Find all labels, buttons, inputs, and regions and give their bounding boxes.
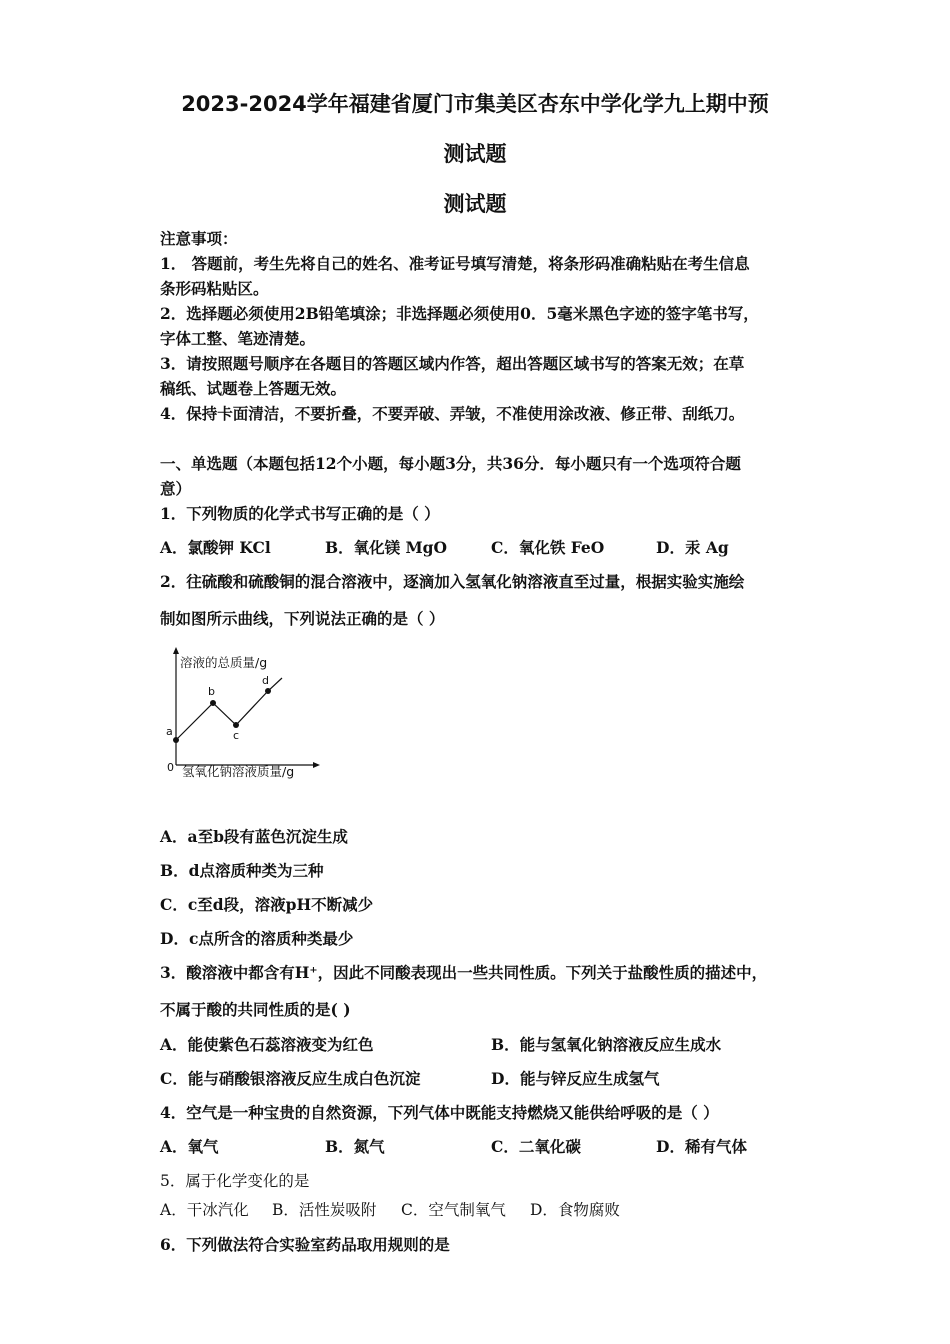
section-heading: 一、单选题（本题包括12个小题，每小题3分，共36分．每小题只有一个选项符合题 — [160, 454, 741, 473]
q5-option-b: B．活性炭吸附 — [272, 1201, 377, 1219]
notice-item-3: 3．请按照题号顺序在各题目的答题区域内作答，超出答题区域书写的答案无效；在草 — [160, 354, 745, 373]
q4-option-c: C．二氧化碳 — [491, 1137, 581, 1156]
page-title-line1: 2023-2024学年福建省厦门市集美区杏东中学化学九上期中预 — [181, 92, 769, 116]
notice-item-1-cont: 条形码粘贴区。 — [160, 279, 269, 298]
chart-x-arrow — [313, 762, 320, 768]
q2-option-d: D．c点所含的溶质种类最少 — [160, 929, 354, 948]
notice-item-2: 2．选择题必须使用2B铅笔填涂；非选择题必须使用0．5毫米黑色字迹的签字笔书写， — [160, 304, 759, 323]
q2-stem: 2．往硫酸和硫酸铜的混合溶液中，逐滴加入氢氧化钠溶液直至过量，根据实验实施绘 — [160, 572, 745, 591]
q2-option-b: B．d点溶质种类为三种 — [160, 861, 324, 880]
q1-option-d: D．汞 Ag — [656, 538, 729, 557]
q5-option-c: C．空气制氧气 — [401, 1201, 506, 1219]
section-heading-cont: 意） — [160, 479, 192, 498]
point-b — [210, 700, 216, 706]
point-c-label: c — [233, 729, 240, 742]
q2-option-a: A．a至b段有蓝色沉淀生成 — [160, 827, 348, 846]
notice-item-2-cont: 字体工整、笔迹清楚。 — [160, 329, 316, 348]
q3-option-c: C．能与硝酸银溶液反应生成白色沉淀 — [160, 1069, 421, 1088]
q5-stem: 5．属于化学变化的是 — [160, 1172, 310, 1190]
q2-chart — [158, 645, 328, 785]
point-c — [233, 722, 239, 728]
notice-heading: 注意事项： — [160, 229, 238, 248]
chart-x-label: 氢氧化钠溶液质量/g — [182, 764, 295, 779]
q1-option-b: B．氧化镁 MgO — [325, 538, 447, 557]
page-title-line3: 测试题 — [443, 192, 507, 216]
point-a — [173, 737, 179, 743]
notice-item-1: 1． 答题前，考生先将自己的姓名、准考证号填写清楚，将条形码准确粘贴在考生信息 — [160, 254, 750, 273]
q1-option-c: C．氧化铁 FeO — [491, 538, 605, 557]
q4-option-b: B．氮气 — [325, 1137, 385, 1156]
q3-stem-cont: 不属于酸的共同性质的是( ) — [160, 1000, 351, 1019]
point-d-label: d — [262, 674, 269, 687]
q4-option-a: A．氧气 — [160, 1137, 219, 1156]
q3-option-b: B．能与氢氧化钠溶液反应生成水 — [491, 1035, 722, 1054]
notice-item-4: 4．保持卡面清洁，不要折叠，不要弄破、弄皱，不准使用涂改液、修正带、刮纸刀。 — [160, 404, 745, 423]
notice-item-3-cont: 稿纸、试题卷上答题无效。 — [160, 379, 347, 398]
q6-stem: 6．下列做法符合实验室药品取用规则的是 — [160, 1235, 450, 1254]
point-b-label: b — [208, 685, 215, 698]
chart-origin-label: 0 — [167, 761, 174, 774]
q1-option-a: A．氯酸钾 KCl — [160, 538, 271, 557]
page-title-line2: 测试题 — [443, 142, 507, 166]
q5-option-a: A．干冰汽化 — [160, 1201, 249, 1219]
q3-option-d: D．能与锌反应生成氢气 — [491, 1069, 660, 1088]
q2-option-c: C．c至d段，溶液pH不断减少 — [160, 895, 374, 914]
q2-stem-cont: 制如图所示曲线，下列说法正确的是（ ） — [160, 609, 445, 628]
q5-option-d: D．食物腐败 — [530, 1201, 620, 1219]
q3-stem: 3．酸溶液中都含有H⁺，因此不同酸表现出一些共同性质。下列关于盐酸性质的描述中， — [160, 963, 768, 982]
q4-option-d: D．稀有气体 — [656, 1137, 747, 1156]
q3-option-a: A．能使紫色石蕊溶液变为红色 — [160, 1035, 374, 1054]
q4-stem: 4．空气是一种宝贵的自然资源，下列气体中既能支持燃烧又能供给呼吸的是（ ） — [160, 1103, 719, 1122]
chart-curve — [176, 678, 282, 740]
chart-y-label: 溶液的总质量/g — [180, 655, 268, 670]
point-a-label: a — [166, 725, 173, 738]
point-d — [265, 688, 271, 694]
q1-stem: 1．下列物质的化学式书写正确的是（ ） — [160, 504, 440, 523]
chart-y-arrow — [173, 647, 179, 654]
